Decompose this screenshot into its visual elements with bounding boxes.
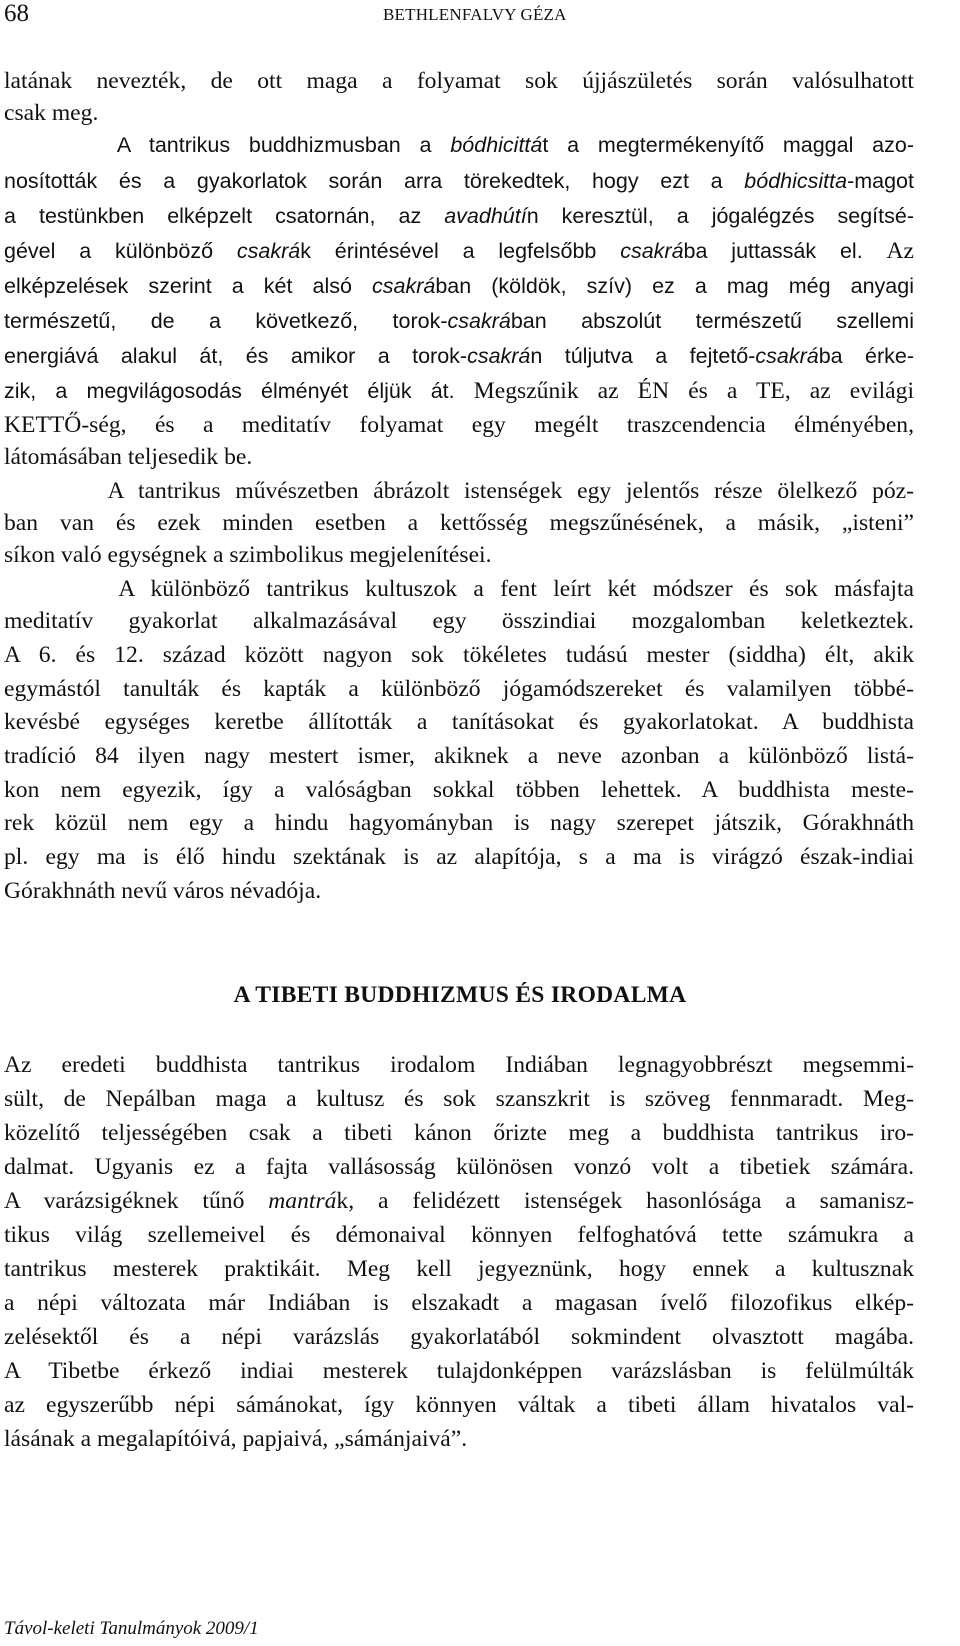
text-line: tradíció 84 ilyen nagy mestert ismer, akiknek a neve azonban a különböző listá- <box>4 743 914 769</box>
text-line: gével a különböző csakrák érintésével a legfelsőbb csakrába juttassák el. Az <box>4 238 915 264</box>
text-line: KETTŐ-ség, és a meditatív folyamat egy megélt traszcendencia élményében, <box>4 412 914 438</box>
text-line: lásának a megalapítóivá, papjaivá, „sámánjaivá”. <box>4 1426 468 1452</box>
text-line: síkon való egységnek a szimbolikus megjelenítései. <box>4 542 492 568</box>
text-line: természetű, de a következő, torok-csakrában abszolút természetű szellemi <box>4 309 914 333</box>
text-line: ban van és ezek minden esetben a kettősség megszűnésének, a másik, „isteni” <box>4 510 914 536</box>
text-line: rek közül nem egy a hindu hagyományban is nagy szerepet játszik, Górakhnáth <box>4 810 914 836</box>
text-line: meditatív gyakorlat alkalmazásával egy összindiai mozgalomban keletkeztek. <box>4 608 914 634</box>
text-line: tantrikus mesterek praktikáit. Meg kell jegyeznünk, hogy ennek a kultusznak <box>4 1256 914 1282</box>
text-line: A tantrikus buddhizmusban a bódhicittát a megtermékenyítő maggal azo- <box>4 133 915 157</box>
text-line: kevésbé egységes keretbe állították a tanításokat és gyakorlatokat. A buddhista <box>4 709 914 735</box>
text-line: az egyszerűbb népi sámánokat, így könnyen váltak a tibeti állam hivatalos val- <box>4 1392 914 1418</box>
text-line: nosították és a gyakorlatok során arra törekedtek, hogy ezt a bódhicsitta-magot <box>4 169 914 193</box>
text-line: Az eredeti buddhista tantrikus irodalom Indiában legnagyobbrészt megsemmi- <box>4 1052 914 1078</box>
text-line: közelítő teljességében csak a tibeti kánon őrizte meg a buddhista tantrikus iro- <box>4 1120 914 1146</box>
section-heading: A TIBETI BUDDHIZMUS ÉS IRODALMA <box>233 982 687 1008</box>
text-line: A Tibetbe érkező indiai mesterek tulajdonképpen varázslásban is felülmúlták <box>4 1358 914 1384</box>
text-line: energiává alakul át, és amikor a torok-csakrán túljutva a fejtető-csakrába érke- <box>4 344 915 368</box>
running-title: BETHLENFALVY GÉZA <box>383 5 567 24</box>
text-line: A varázsigéknek tűnő mantrák, a felidézett istenségek hasonlósága a samanisz- <box>4 1188 914 1214</box>
text-line: A tantrikus művészetben ábrázolt istenségek egy jelentős része ölelkező póz- <box>4 478 914 504</box>
text-line: A különböző tantrikus kultuszok a fent leírt két módszer és sok másfajta <box>4 576 914 602</box>
text-line: latának nevezték, de ott maga a folyamat sok újjászületés során valósulhatott <box>4 68 914 94</box>
text-line: kon nem egyezik, így a valóságban sokkal többen lehettek. A buddhista meste- <box>4 777 914 803</box>
text-line: A 6. és 12. század között nagyon sok tökéletes tudású mester (siddha) élt, akik <box>4 642 914 668</box>
text-line: tikus világ szellemeivel és démonaival könnyen felfoghatóvá tette számukra a <box>4 1222 914 1248</box>
text-line: zelésektől és a népi varázslás gyakorlatából sokmindent olvasztott magába. <box>4 1324 914 1350</box>
page-footer: Távol-keleti Tanulmányok 2009/1 <box>4 1618 259 1639</box>
text-line: egymástól tanulták és kapták a különböző jógamódszereket és valamilyen többé- <box>4 676 914 702</box>
text-line: látomásában teljesedik be. <box>4 444 253 470</box>
text-line: a testünkben elképzelt csatornán, az avadhútín keresztül, a jógalégzés segítsé- <box>4 204 914 228</box>
text-line: dalmat. Ugyanis ez a fajta vallásosság különösen vonzó volt a tibetiek számára. <box>4 1154 914 1180</box>
page-number: 68 <box>4 0 29 27</box>
text-line: sült, de Nepálban maga a kultusz és sok szanszkrit is szöveg fennmaradt. Meg- <box>4 1086 914 1112</box>
text-line: zik, a megvilágosodás élményét éljük át. Megszűnik az ÉN és a TE, az evilági <box>4 378 915 404</box>
text-line: a népi változata már Indiában is elszakadt a magasan ívelő filozofikus elkép- <box>4 1290 914 1316</box>
text-line: pl. egy ma is élő hindu szektának is az alapítója, s a ma is virágzó észak-indiai <box>4 844 914 870</box>
text-line: csak meg. <box>4 100 99 126</box>
text-line: Górakhnáth nevű város névadója. <box>4 878 322 904</box>
text-line: elképzelések szerint a két alsó csakrában (köldök, szív) ez a mag még anyagi <box>4 274 914 298</box>
